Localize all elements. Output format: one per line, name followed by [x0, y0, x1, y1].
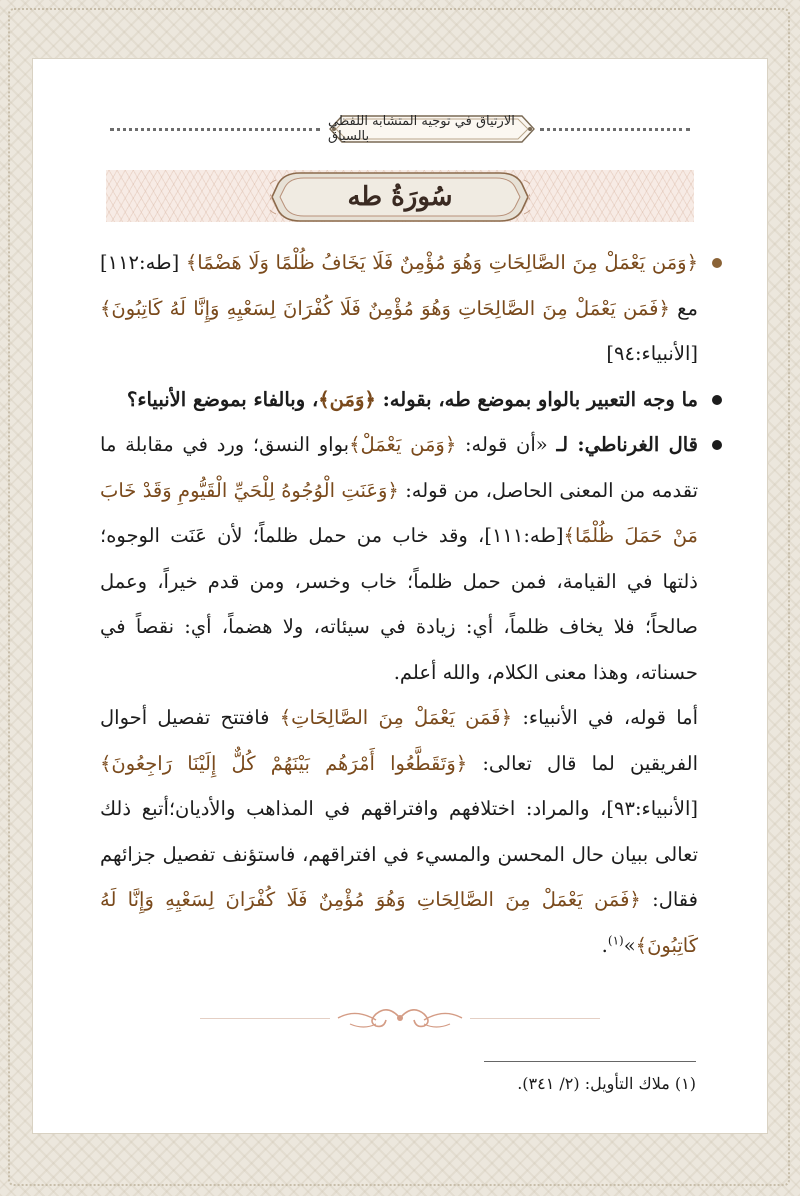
header-title-plaque: [328, 114, 536, 144]
footnote-text: (١) ملاك التأويل: (٢/ ٣٤١).: [517, 1074, 696, 1093]
question-text: ما وجه التعبير بالواو بموضع طه، بقوله:: [382, 387, 698, 411]
answer-text: [طه:١١١]، وقد خاب من حمل ظلماً؛ لأن عَنَت الوجوه؛ ذلتها في القيامة، فمن حمل ظلماً؛ خاب وخسر، ومن قدم خيراً، وعمل صالحاً؛ فلا يخاف ظلماً، أي: زيادة في سيئاته، ولا هضماً، أي: نقصاً في حسناته، وهذا معنى الكلام، والله أعلم.: [100, 524, 698, 684]
footnote-marker[interactable]: (١): [607, 933, 624, 947]
running-header-title: الارتياق في توجيه المتشابه اللفظي بالسياق: [328, 114, 515, 144]
body-text: فافتتح تفصيل أحوال الفريقين لما قال تعالى:: [100, 706, 698, 775]
bullet-icon: [712, 258, 722, 268]
verse-reference: [الأنبياء:٩٤]: [606, 342, 698, 365]
answer-text: بواو النسق؛ ورد في مقابلة ما تقدمه من المعنى الحاصل، من قوله:: [100, 433, 699, 502]
quran-verse: ﴿فَمَن يَعْمَلْ مِنَ الصَّالِحَاتِ وَهُوَ مُؤْمِنٌ فَلَا كُفْرَانَ لِسَعْيِهِ وَإِنَّا لَهُ كَاتِبُونَ﴾: [100, 296, 670, 320]
surah-title: سُورَةُ طه: [347, 182, 453, 212]
answer-lead: قال الغرناطي: لـ: [556, 433, 699, 456]
verse-reference: [طه:١١٢]: [100, 251, 180, 274]
header-dotted-rule-left: [110, 128, 320, 131]
quran-verse: ﴿فَمَن يَعْمَلْ مِنَ الصَّالِحَاتِ﴾: [279, 706, 513, 729]
running-header: [70, 112, 730, 146]
body-text: أما قوله، في الأنبياء:: [522, 706, 699, 729]
footnote-rule: [484, 1061, 696, 1062]
bullet-icon: [712, 440, 722, 450]
quran-verse: ﴿وَمَن يَعْمَلْ مِنَ الصَّالِحَاتِ وَهُوَ مُؤْمِنٌ فَلَا يَخَافُ ظُلْمًا وَلَا هَضْمًا﴾: [185, 251, 698, 274]
section-end-ornament-icon: [330, 1000, 470, 1036]
answer-text: «أن قوله:: [464, 433, 548, 456]
ornament-line-left: [200, 1018, 330, 1019]
body-text: [الأنبياء:٩٣]، والمراد: اختلافهم وافتراقهم في المذاهب والأديان؛أتبع ذلك تعالى ببيان حال المحسن والمسيء في افتراقهم، فاستؤنف تفصيل جزائهم فقال:: [100, 797, 699, 911]
main-text: [100, 240, 702, 968]
ornament-line-right: [470, 1018, 600, 1019]
quran-verse: ﴿وَعَنَتِ الْوُجُوهُ لِلْحَيِّ الْقَيُّومِ وَقَدْ خَابَ مَنْ حَمَلَ ظُلْمًا﴾: [100, 478, 698, 547]
bullet-icon: [712, 395, 722, 405]
surah-title-plaque: [270, 170, 530, 224]
quran-verse: ﴿وَمَن يَعْمَلْ﴾: [349, 433, 457, 456]
paragraph-verse-comparison: [100, 240, 702, 377]
quran-verse: ﴿فَمَن يَعْمَلْ مِنَ الصَّالِحَاتِ وَهُوَ مُؤْمِنٌ فَلَا كُفْرَانَ لِسَعْيِهِ وَإِنَّا لَهُ كَاتِبُونَ﴾: [100, 888, 698, 957]
question-text: ، وبالفاء بموضع الأنبياء؟: [126, 387, 319, 411]
quran-verse: ﴿وَتَقَطَّعُوا أَمْرَهُم بَيْنَهُمْ كُلٌّ إِلَيْنَا رَاجِعُونَ﴾: [100, 751, 468, 775]
closing-quote: »: [623, 933, 636, 957]
closing-period: .: [601, 933, 608, 957]
connector-text: مع: [677, 296, 698, 320]
paragraph-answer: [100, 422, 702, 695]
paragraph-anbiya: [100, 695, 702, 968]
header-dotted-rule-right: [540, 128, 690, 131]
quran-word: ﴿وَمَن﴾: [318, 387, 376, 411]
paragraph-question: [100, 377, 702, 423]
